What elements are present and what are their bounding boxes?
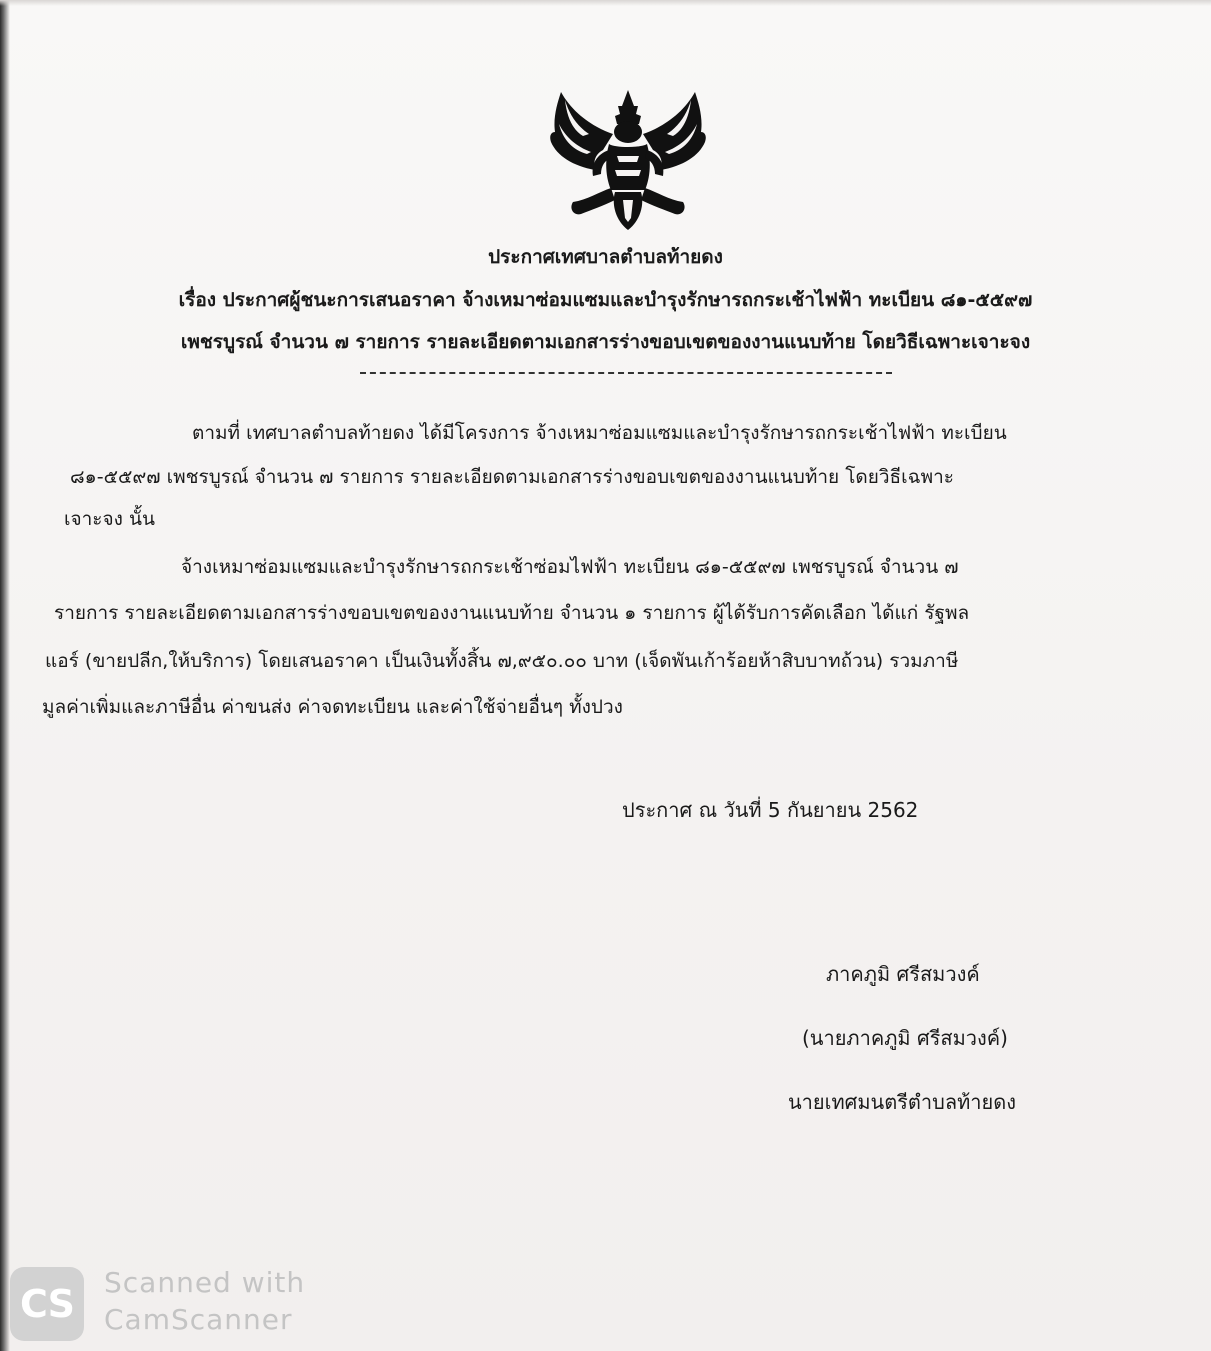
paragraph-1-line-2: ๘๑-๕๕๙๗ เพชรบูรณ์ จำนวน ๗ รายการ รายละเอียดตามเอกสารร่างขอบเขตของงานแนบท้าย โดยวิธีเฉพาะ bbox=[70, 466, 954, 488]
announcement-heading: ประกาศเทศบาลตำบลท้ายดง bbox=[488, 246, 723, 268]
paragraph-1-line-1: ตามที่ เทศบาลตำบลท้ายดง ได้มีโครงการ จ้างเหมาซ่อมแซมและบำรุงรักษารถกระเช้าไฟฟ้า ทะเบียน bbox=[192, 422, 1007, 444]
watermark-line-1: Scanned with bbox=[104, 1266, 306, 1299]
watermark-line-2: CamScanner bbox=[104, 1303, 293, 1336]
paragraph-2-line-2: รายการ รายละเอียดตามเอกสารร่างขอบเขตของงานแนบท้าย จำนวน ๑ รายการ ผู้ได้รับการคัดเลือก ได้แก่ รัฐพล bbox=[54, 602, 970, 624]
page-top-shadow bbox=[0, 0, 1211, 6]
paragraph-1-line-3: เจาะจง นั้น bbox=[64, 508, 155, 530]
signer-title: นายเทศมนตรีตำบลท้ายดง bbox=[788, 1090, 1016, 1114]
paragraph-2-line-4: มูลค่าเพิ่มและภาษีอื่น ค่าขนส่ง ค่าจดทะเบียน และค่าใช้จ่ายอื่นๆ ทั้งปวง bbox=[42, 696, 623, 718]
camscanner-logo-icon: CS bbox=[10, 1267, 84, 1341]
paragraph-2-line-1: จ้างเหมาซ่อมแซมและบำรุงรักษารถกระเช้าซ่อมไฟฟ้า ทะเบียน ๘๑-๕๕๙๗ เพชรบูรณ์ จำนวน ๗ bbox=[181, 556, 959, 578]
paragraph-2-line-3: แอร์ (ขายปลีก,ให้บริการ) โดยเสนอราคา เป็นเงินทั้งสิ้น ๗,๙๕๐.๐๐ บาท (เจ็ดพันเก้าร้อยห้าสิบบาทถ้วน) รวมภาษี bbox=[45, 650, 959, 672]
garuda-emblem-icon bbox=[543, 84, 713, 234]
page-edge-shadow bbox=[0, 0, 10, 1351]
announcement-date: ประกาศ ณ วันที่ 5 กันยายน 2562 bbox=[622, 798, 919, 822]
dashed-divider bbox=[360, 372, 892, 374]
subject-line-1: เรื่อง ประกาศผู้ชนะการเสนอราคา จ้างเหมาซ่อมแซมและบำรุงรักษารถกระเช้าไฟฟ้า ทะเบียน ๘๑-๕๕๙๗ bbox=[178, 289, 1033, 311]
signer-name: (นายภาคภูมิ ศรีสมวงค์) bbox=[802, 1026, 1008, 1050]
signature: ภาคภูมิ ศรีสมวงค์ bbox=[826, 962, 980, 986]
subject-line-2: เพชรบูรณ์ จำนวน ๗ รายการ รายละเอียดตามเอกสารร่างขอบเขตของงานแนบท้าย โดยวิธีเฉพาะเจาะจง bbox=[180, 331, 1031, 353]
